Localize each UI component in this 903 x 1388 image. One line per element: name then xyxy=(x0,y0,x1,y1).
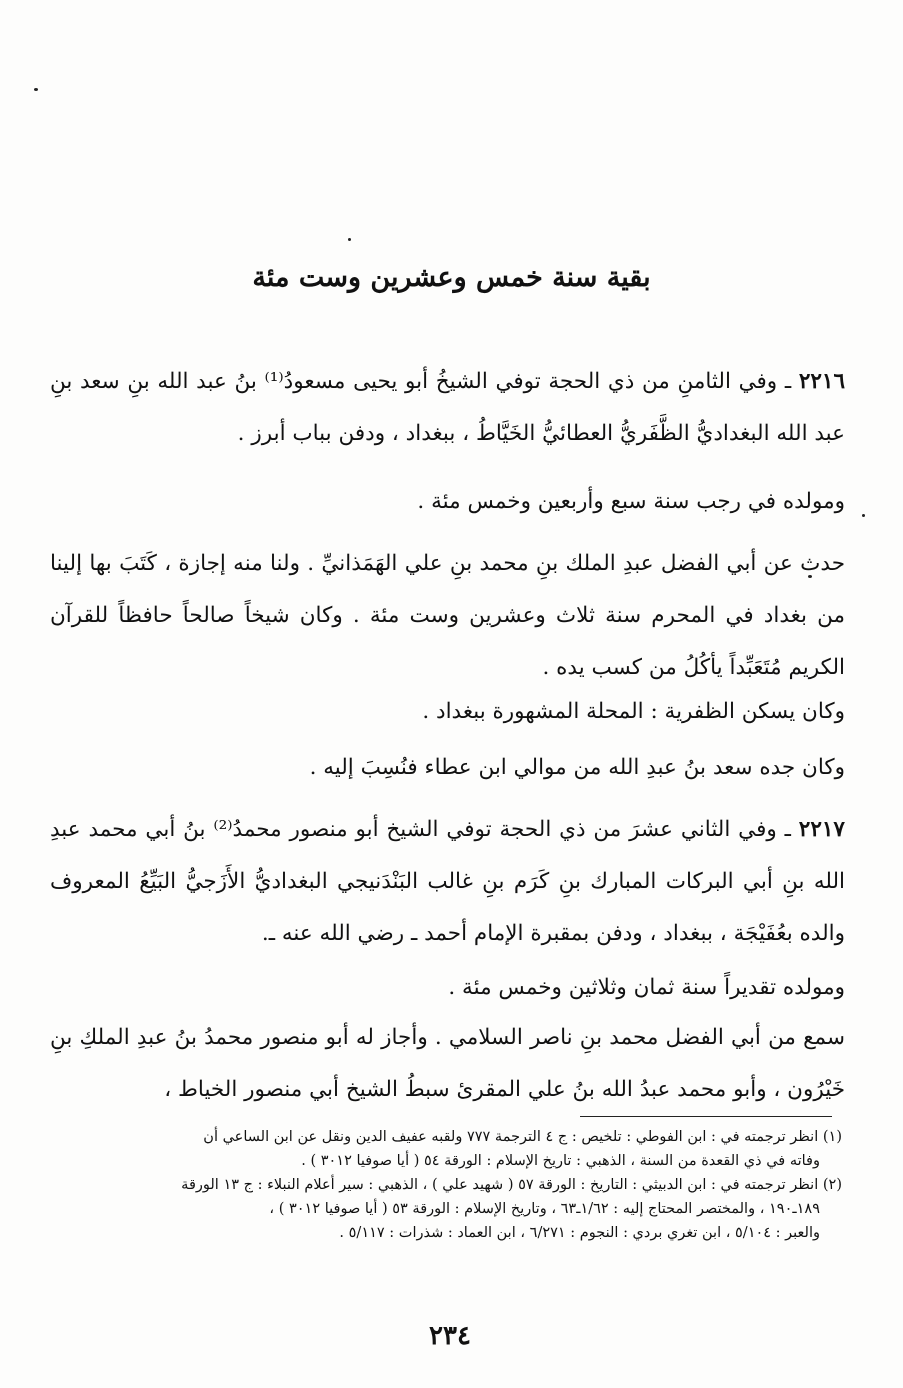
scan-speck xyxy=(348,238,351,241)
footnote-line: انظر ترجمته في : ابن الدبيثي : التاريخ : الورقة ٥٧ ( شهيد علي ) ، الذهبي : سير أعلام النبلاء : ج ١٣ الورقة xyxy=(181,1177,819,1193)
section-heading: بقية سنة خمس وعشرين وست مئة xyxy=(252,262,651,293)
footnote-marker: (١) xyxy=(822,1129,842,1145)
paragraph-text: ومولده في رجب سنة سبع وأربعين وخمس مئة . xyxy=(417,489,845,514)
footnote-divider xyxy=(580,1116,832,1117)
paragraph-text: وكان جده سعد بنُ عبدِ الله من موالي ابن عطاء فنُسِبَ إليه . xyxy=(309,755,845,780)
footnote-line: انظر ترجمته في : ابن الفوطي : تلخيص : ج ٤ الترجمة ٧٧٧ ولقبه عفيف الدين ونقل عن ابن الساعي أن xyxy=(203,1129,819,1145)
birth-paragraph xyxy=(50,476,845,528)
footnote-1-continued: وفاته في ذي القعدة من السنة ، الذهبي : تاريخ الإسلام : الورقة ٥٤ ( أيا صوفيا ٣٠١٢ ) . xyxy=(301,1153,820,1169)
scan-speck xyxy=(34,88,38,91)
residence-paragraph xyxy=(50,686,845,738)
footnotes xyxy=(50,1126,842,1246)
entry-2216 xyxy=(50,356,845,460)
paragraph-text: ومولده تقديراً سنة ثمان وثلاثين وخمس مئة . xyxy=(448,975,845,1000)
paragraph-text: حدث عن أبي الفضل عبدِ الملك بنِ محمد بنِ علي الهَمَذانيِّ . ولنا منه إجازة ، كَتَبَ بها إلينا من بغداد في المحرم سنة ثلاث وعشرين وست مئة . وكان شيخاً صالحاً حافظاً للقرآن الكريم مُتَعَبِّداً يأكُلُ من كسب يده . xyxy=(50,551,845,680)
footnote-2-continued: ١٨٩ـ١٩٠ ، والمختصر المحتاج إليه : ١/٦٢ـ٦٣ ، وتاريخ الإسلام : الورقة ٥٣ ( أيا صوفيا ٣٠١٢ ) ، xyxy=(269,1201,820,1217)
entry-number: ٢٢١٦ xyxy=(798,369,846,394)
entry-paragraph xyxy=(50,804,845,960)
entry-paragraph xyxy=(50,356,845,460)
entry-number: ٢٢١٧ xyxy=(798,817,845,842)
paragraph-text: وكان يسكن الظفرية : المحلة المشهورة ببغداد . xyxy=(422,699,845,724)
hadith-paragraph xyxy=(50,538,845,694)
entry-text: ـ وفي الثامنِ من ذي الحجة توفي الشيخُ أبو يحيى مسعودُ⁽¹⁾ بنُ عبد الله بنِ سعد بنِ عبد الله البغداديُّ الظَّفَريُّ العطائيُّ الخَيَّاطُ ، ببغداد ، ودفن بباب أبرز . xyxy=(50,369,845,446)
footnote-1 xyxy=(50,1126,842,1149)
footnote-2 xyxy=(50,1174,842,1197)
footnote-marker: (٢) xyxy=(822,1177,842,1193)
entry-2217 xyxy=(50,804,845,960)
paragraph-text: سمع من أبي الفضل محمد بنِ ناصر السلامي . وأجاز له أبو منصور محمدُ بنُ عبدِ الملكِ بنِ خَيْرُون ، وأبو محمد عبدُ الله بنُ علي المقرئ سبطُ الشيخ أبي منصور الخياط ، xyxy=(50,1025,845,1102)
scan-speck xyxy=(862,514,865,517)
footnote-2-continued: والعبر : ٥/١٠٤ ، ابن تغري بردي : النجوم : ٦/٢٧١ ، ابن العماد : شذرات : ٥/١١٧ . xyxy=(339,1225,820,1241)
teachers-paragraph xyxy=(50,1012,845,1116)
lineage-paragraph xyxy=(50,742,845,794)
entry-text: ـ وفي الثاني عشرَ من ذي الحجة توفي الشيخ أبو منصور محمدُ⁽²⁾ بنُ أبي محمد عبدِ الله بنِ أبي البركات المبارك بنِ كَرَم بنِ غالب البَنْدَنيجي البغداديُّ الأَزَجيُّ البَيِّعُ المعروف والده بعُفَيْجَة ، ببغداد ، ودفن بمقبرة الإمام أحمد ـ رضي الله عنه ـ. xyxy=(50,817,845,946)
page-number: ٢٣٤ xyxy=(429,1321,471,1351)
birth-paragraph-2 xyxy=(50,962,845,1014)
